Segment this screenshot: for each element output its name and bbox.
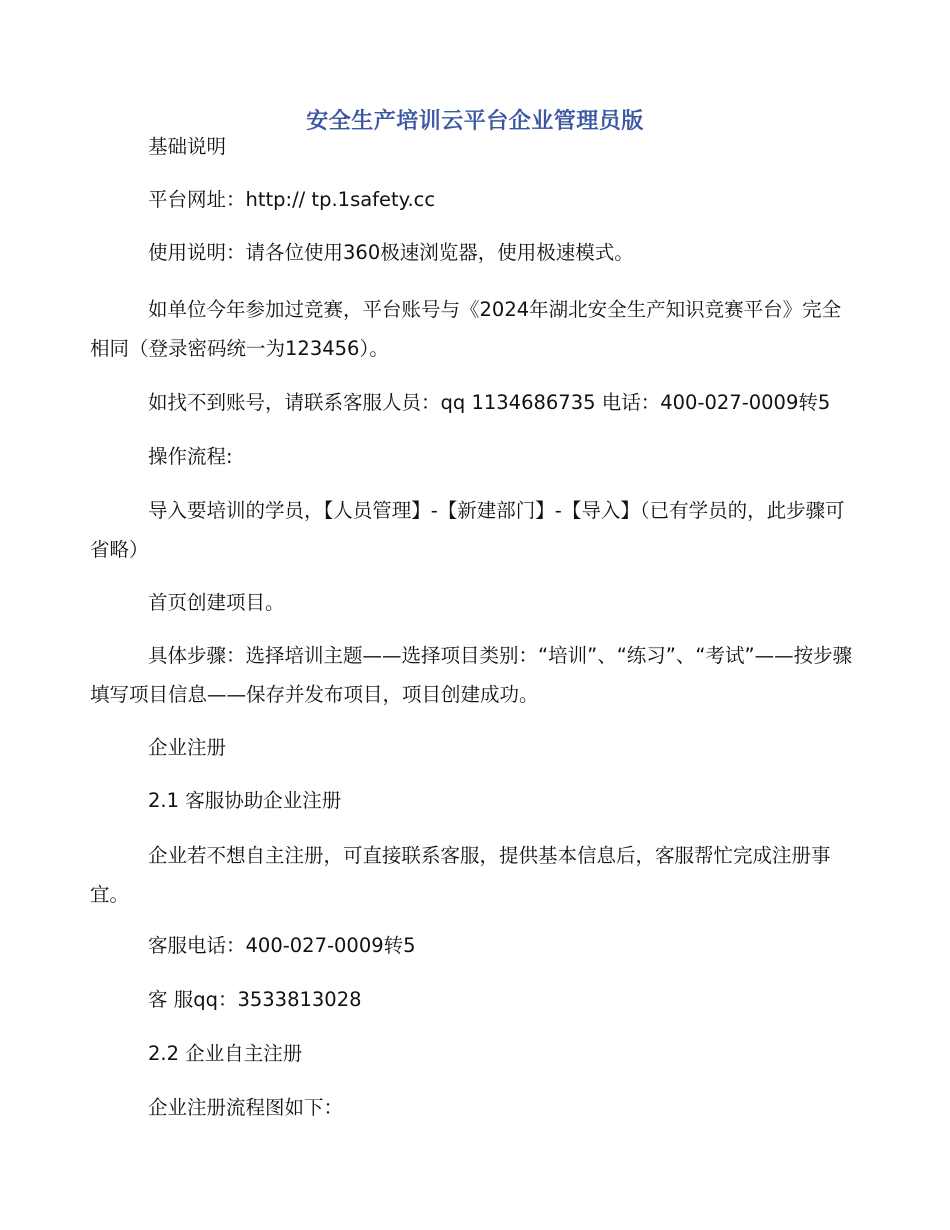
- paragraph-contact-support: 如找不到账号，请联系客服人员：qq 1134686735 电话：400-027-0009转5: [148, 391, 831, 414]
- paragraph-import-students: 导入要培训的学员，【人员管理】-【新建部门】-【导入】（已有学员的，此步骤可省略）: [90, 499, 845, 561]
- section-heading-enterprise-registration: 企业注册: [148, 736, 227, 759]
- paragraph-platform-url: 平台网址：http:// tp.1safety.cc: [148, 188, 436, 211]
- document-title: 安全生产培训云平台企业管理员版: [306, 108, 644, 134]
- paragraph-support-qq: 客 服qq：3533813028: [148, 988, 362, 1011]
- paragraph-flowchart-intro: 企业注册流程图如下：: [148, 1096, 344, 1119]
- paragraph-account-info: 如单位今年参加过竞赛，平台账号与《2024年湖北安全生产知识竞赛平台》完全相同（登录密码统一为123456）。: [90, 298, 842, 360]
- paragraph-support-registration: 企业若不想自主注册，可直接联系客服，提供基本信息后，客服帮忙完成注册事宜。: [90, 844, 831, 906]
- paragraph-specific-steps: 具体步骤：选择培训主题——选择项目类别：“培训”、“练习”、“考试”——按步骤填写项目信息——保存并发布项目，项目创建成功。: [90, 644, 853, 706]
- paragraph-usage-note: 使用说明：请各位使用360极速浏览器，使用极速模式。: [148, 241, 634, 264]
- paragraph-basic-info: 基础说明: [148, 135, 227, 158]
- paragraph-create-project: 首页创建项目。: [148, 591, 285, 614]
- paragraph-support-phone: 客服电话：400-027-0009转5: [148, 934, 416, 957]
- subsection-heading-2-2: 2.2 企业自主注册: [148, 1042, 303, 1065]
- subsection-heading-2-1: 2.1 客服协助企业注册: [148, 789, 342, 812]
- paragraph-operation-flow: 操作流程:: [148, 445, 233, 468]
